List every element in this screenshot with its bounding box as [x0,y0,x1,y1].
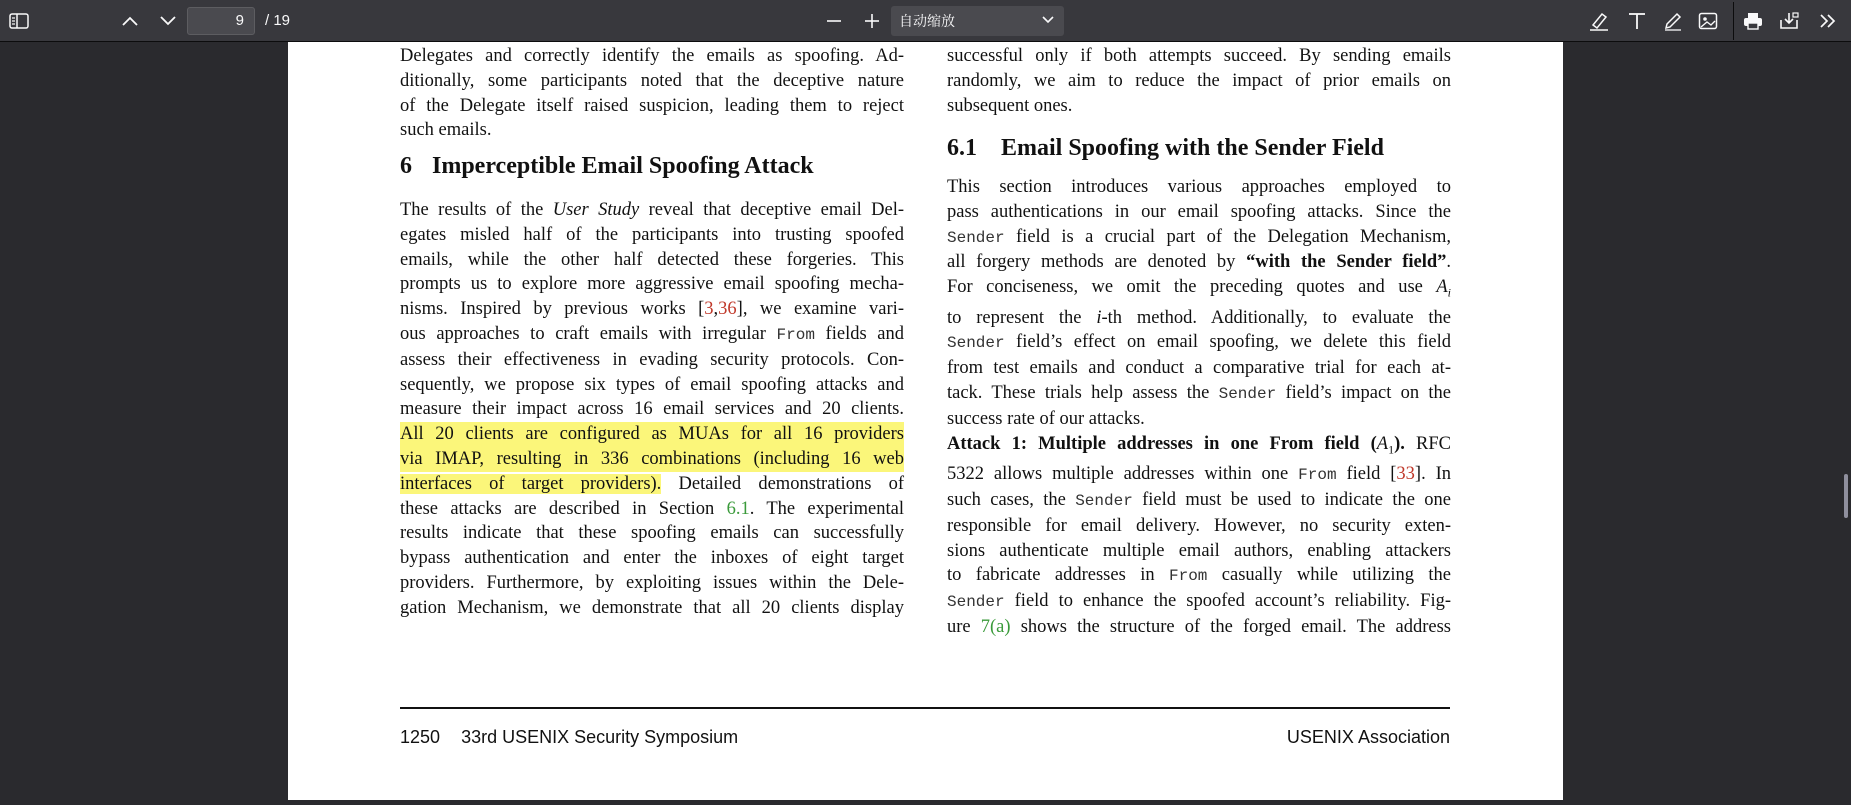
page-footer-left [400,727,738,748]
text-line: This section introduces various approaches employed to [947,177,1451,197]
text: such cases, the [947,489,1076,510]
left-column [400,44,904,143]
text-line: emails, while the other half detected these forgeries. This [400,249,904,270]
bold-text: Attack 1: Multiple addresses in one From field ( [947,433,1377,454]
text-line: sions authenticate multiple email authors, enabling attackers [947,540,1451,561]
section-heading [400,153,814,180]
text: field’s effect on email spoofing, we delete this field [1004,332,1451,353]
text-line: results indicate that these spoofing emails can successfully [400,523,904,544]
footer-organization: USENIX Association [1286,727,1450,747]
text-line [947,306,1451,331]
math-var: A [1376,433,1389,454]
footer-rule [400,707,1450,709]
text-line: ditionally, some participants noted that the deceptive nature [400,70,904,91]
tools-button[interactable] [1813,6,1843,36]
code-text: Sender [1075,491,1133,510]
text-line: from test emails and conduct a comparative trial for each at- [947,358,1451,379]
highlighted-line: via IMAP, resulting in 336 combinations (including 16 web [400,447,904,472]
text: ]. In [1414,464,1452,485]
math-var: A [1436,277,1448,298]
paragraph [947,432,1451,640]
pdf-viewer[interactable] [0,42,1851,805]
math-var: i [1096,307,1102,328]
text-icon [1627,11,1647,31]
code-text: From [776,325,815,344]
text: ], we examine vari- [736,299,904,320]
text: The results of the [400,200,553,220]
section-title: Imperceptible Email Spoofing Attack [432,153,814,179]
text-line [400,198,904,223]
text-line: subsequent ones. [947,95,1073,116]
text-line: pass authentications in our email spoofing attacks. Since the [947,201,1451,222]
text-line [947,615,1451,640]
italic-text: User Study [552,200,640,220]
text: field must be used to indicate the one [1132,489,1451,510]
toolbar-divider [1733,2,1734,40]
text-line [400,322,904,348]
text: casually while utilizing the [1207,565,1451,586]
text: 5322 allows multiple addresses within one [947,464,1299,485]
text-line [947,275,1451,305]
add-text-button[interactable] [1622,6,1652,36]
text-line: responsible for email delivery. However, no security exten- [947,515,1451,536]
text: shows the structure of the forged email. The address [1010,616,1451,637]
paragraph [947,44,1451,118]
text-line: egates misled half of the participants into trusting spoofed [400,224,904,245]
text-line [947,225,1451,251]
text-line: providers. Furthermore, by exploiting issues within the Dele- [400,572,904,593]
text: tack. These trials help assess the [947,383,1219,404]
sidebar-toggle-button[interactable] [4,6,34,36]
text: reveal that deceptive email Del- [639,200,905,220]
text-line: Delegates and correctly identify the emails as spoofing. Ad- [400,46,904,66]
save-icon [1779,12,1799,30]
draw-icon [1663,11,1683,31]
text-line: success rate of our attacks. [947,408,1145,429]
text: ure [947,616,981,637]
print-button[interactable] [1738,6,1768,36]
text-line [947,330,1451,356]
save-button[interactable] [1774,6,1804,36]
text-line [947,589,1451,615]
text-line [947,432,1451,462]
highlighted-line: All 20 clients are configured as MUAs for all 16 providers [400,422,904,447]
text-line [400,472,904,497]
subsection-title: Email Spoofing with the Sender Field [1001,135,1384,161]
math-subscript: i [1447,285,1451,300]
scrollbar-thumb[interactable] [1844,474,1848,518]
text: field to enhance the spoofed account’s reliability. Fig- [1004,591,1451,612]
left-column-body [400,198,904,621]
subsection-number: 6.1 [947,135,977,161]
previous-page-button[interactable] [115,6,145,36]
citation-link[interactable]: 3 [704,299,714,320]
print-icon [1743,12,1763,30]
footer-venue: 33rd USENIX Security Symposium [461,727,739,747]
sidebar-toggle-icon [9,13,29,29]
next-page-button[interactable] [153,6,183,36]
text-line: assess their effectiveness in evading security protocols. Con- [400,349,904,370]
highlight-button[interactable] [1584,6,1614,36]
chevron-down-icon [1042,15,1054,25]
text: fields and [814,323,905,344]
section-number: 6 [400,153,412,179]
code-text: From [1169,567,1208,586]
bold-text: “with the Sender field” [1246,252,1447,273]
text-line: such emails. [400,120,492,141]
previous-page-icon [122,16,138,26]
bold-text: ). [1394,433,1405,454]
page-total-label: / 19 [265,12,291,29]
text-line [947,488,1451,514]
text: -th method. Additionally, to evaluate the [1101,307,1451,328]
text: RFC [1404,433,1451,454]
text-line: bypass authentication and enter the inboxes of eight target [400,548,904,569]
text-line: randomly, we aim to reduce the impact of prior emails on [947,70,1451,91]
add-image-button[interactable] [1693,6,1723,36]
pdf-toolbar [0,0,1851,42]
text: For conciseness, we omit the preceding quotes and use [947,277,1437,298]
text-line [400,497,904,522]
text: to fabricate addresses in [947,565,1169,586]
code-text: Sender [947,593,1005,612]
text: , [713,299,719,320]
pdf-page [288,42,1563,800]
figure-link[interactable]: 7(a) [980,616,1011,637]
text-line [400,297,904,322]
subsection-heading [947,135,1384,162]
highlighted-text: interfaces of target providers). [400,473,662,494]
citation-link[interactable]: 36 [718,299,737,320]
text-line [947,563,1451,589]
footer-page-number: 1250 [400,727,441,747]
text: Detailed demonstrations of [661,473,904,494]
text: . [1446,252,1452,273]
paragraph [400,198,904,621]
zoom-in-button[interactable] [857,6,887,36]
text-line: gation Mechanism, we demonstrate that all 20 clients display [400,597,904,618]
text-line: of the Delegate itself raised suspicion, leading them to reject [400,95,904,116]
math-subscript: 1 [1388,442,1395,457]
section-link[interactable]: 6.1 [726,498,750,519]
text: ous approaches to craft emails with irregular [400,323,777,344]
code-text: Sender [1218,385,1277,404]
text-line: successful only if both attempts succeed. By sending emails [947,46,1451,66]
right-column-body [947,175,1451,640]
text: nisms. Inspired by previous works [ [400,299,705,320]
text-line [947,381,1451,407]
zoom-select[interactable] [891,6,1064,36]
zoom-out-icon [826,13,842,29]
zoom-out-button[interactable] [819,6,849,36]
code-text: Sender [947,334,1005,353]
next-page-icon [160,16,176,26]
page-number-input[interactable]: 9 [187,7,255,35]
paragraph [400,44,904,143]
text: all forgery methods are denoted by [947,252,1247,273]
zoom-in-icon [864,13,880,29]
text-line [947,462,1451,488]
text-line: sequently, we propose six types of email spoofing attacks and [400,374,904,395]
text-line: prompts us to explore more aggressive email spoofing mecha- [400,274,904,295]
draw-button[interactable] [1658,6,1688,36]
text: field’s impact on the [1276,383,1451,404]
code-text: Sender [947,228,1005,247]
paragraph [947,175,1451,432]
right-column [947,44,1451,118]
text: field is a crucial part of the Delegation Mechanism, [1004,226,1451,247]
code-text: From [1298,466,1337,485]
tools-icon [1819,13,1837,29]
citation-link[interactable]: 33 [1396,464,1415,485]
text-line [947,250,1451,275]
text: field [ [1336,464,1397,485]
text: . The experimental [749,498,904,519]
text-line: measure their impact across 16 email services and 20 clients. [400,399,904,420]
text: to represent the [947,307,1097,328]
highlight-icon [1588,11,1610,31]
text: these attacks are described in Section [400,498,727,519]
image-icon [1698,12,1718,30]
zoom-select-label: 自动缩放 [899,13,955,29]
